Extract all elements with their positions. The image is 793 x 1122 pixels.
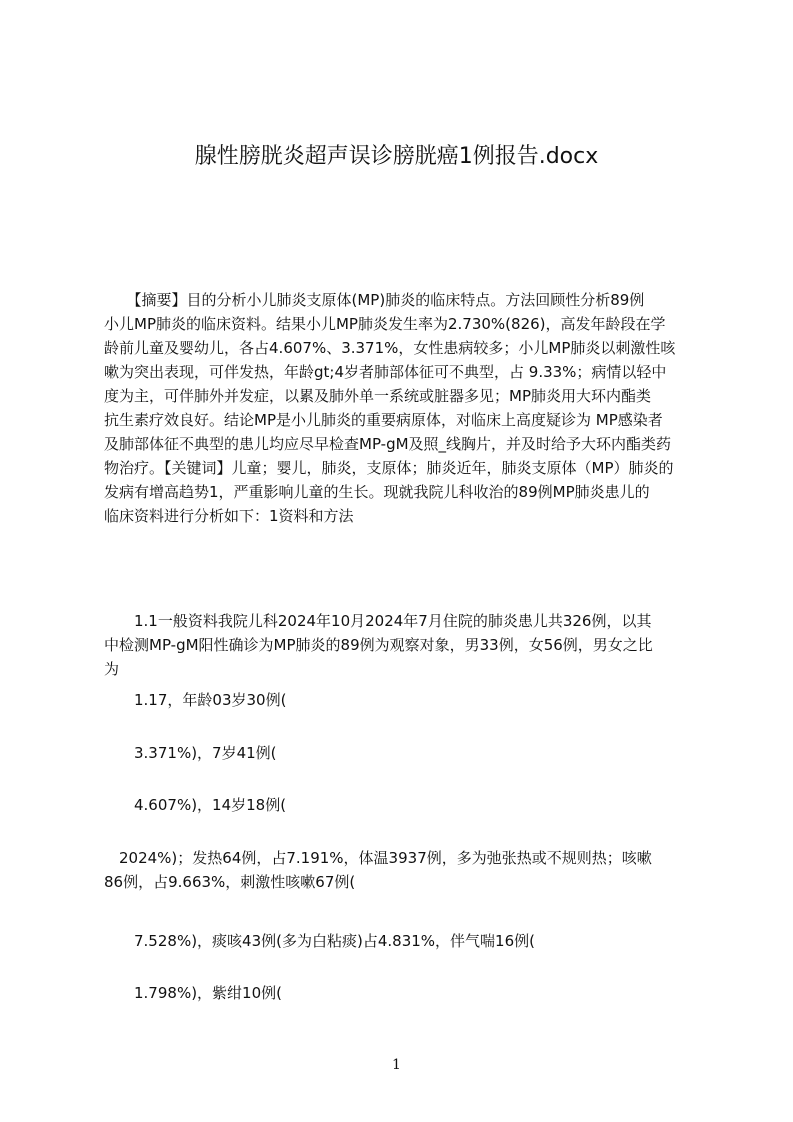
age-paragraph-2: 3.371%)，7岁41例(	[104, 744, 277, 762]
fever-line: 2024%)；发热64例，占7.191%，体温3937例，多为弛张热或不规则热；咳嗽	[104, 849, 652, 867]
abstract-line: 抗生素疗效良好。结论MP是小儿肺炎的重要病原体，对临床上高度疑诊为 MP感染者	[104, 411, 663, 429]
cough-paragraph: 7.528%)，痰咳43例(多为白粘痰)占4.831%，伴气喘16例(	[104, 932, 535, 950]
abstract-line: 龄前儿童及婴幼儿，各占4.607%、3.371%，女性患病较多；小儿MP肺炎以刺激性咳	[104, 339, 676, 357]
section-line: 中检测MP-gM阳性确诊为MP肺炎的89例为观察对象，男33例，女56例，男女之比	[104, 636, 653, 654]
page-number: 1	[392, 1057, 401, 1073]
abstract-line: 发病有增高趋势1，严重影响儿童的生长。现就我院儿科收治的89例MP肺炎患儿的	[104, 483, 650, 501]
fever-line: 86例，占9.663%，刺激性咳嗽67例(	[104, 873, 356, 891]
section-line: 为	[104, 660, 120, 678]
abstract-paragraph	[104, 288, 698, 528]
fever-paragraph	[104, 846, 698, 894]
section-line: 1.1一般资料我院儿科2024年10月2024年7月住院的肺炎患儿共326例，以其	[104, 612, 652, 630]
abstract-line: 度为主，可伴肺外并发症，以累及肺外单一系统或脏器多见；MP肺炎用大环内酯类	[104, 387, 651, 405]
abstract-line: 及肺部体征不典型的患儿均应尽早检查MP-gM及照_线胸片，并及时给予大环内酯类药	[104, 435, 672, 453]
document-title: 腺性膀胱炎超声误诊膀胱癌1例报告.docx	[194, 144, 599, 169]
age-paragraph-1: 1.17，年龄03岁30例(	[104, 691, 287, 709]
abstract-line: 临床资料进行分析如下：1资料和方法	[104, 507, 354, 525]
cyanosis-paragraph: 1.798%)，紫绀10例(	[104, 984, 282, 1002]
abstract-line: 小儿MP肺炎的临床资料。结果小儿MP肺炎发生率为2.730%(826)，高发年龄段在学	[104, 315, 666, 333]
age-paragraph-3: 4.607%)，14岁18例(	[104, 796, 287, 814]
abstract-line: 物治疗。【关键词】儿童；婴儿，肺炎，支原体；肺炎近年，肺炎支原体（MP）肺炎的	[104, 459, 674, 477]
abstract-line: 嗽为突出表现，可伴发热，年龄gt;4岁者肺部体征可不典型，占 9.33%；病情以轻中	[104, 363, 667, 381]
abstract-line: 【摘要】目的分析小儿肺炎支原体(MP)肺炎的临床特点。方法回顾性分析89例	[104, 291, 645, 309]
general-data-paragraph	[104, 609, 698, 681]
